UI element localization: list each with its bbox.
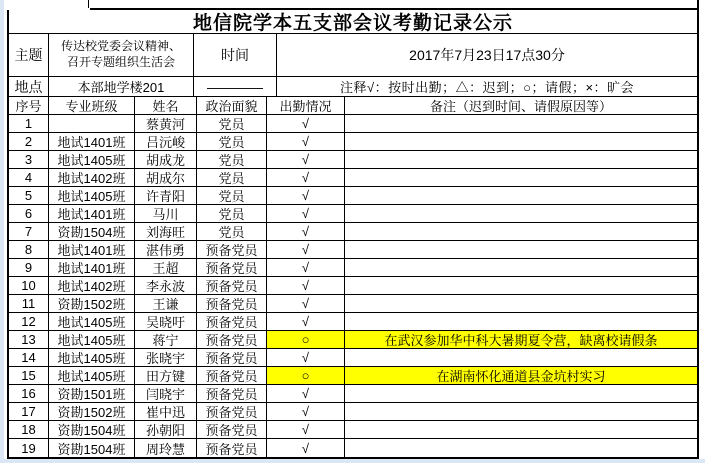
cell-class: 资勘1502班 <box>49 295 135 313</box>
cell-class: 资勘1504班 <box>49 421 135 439</box>
col-header-name: 姓名 <box>135 97 197 115</box>
cell-no: 4 <box>9 169 49 187</box>
cell-politics: 预备党员 <box>197 295 267 313</box>
cell-politics: 党员 <box>197 205 267 223</box>
cell-politics: 党员 <box>197 223 267 241</box>
cell-no: 9 <box>9 259 49 277</box>
cell-name: 周玲慧 <box>135 439 197 457</box>
cell-name: 蒋宁 <box>135 331 197 349</box>
table-body <box>9 115 697 457</box>
cell-politics: 预备党员 <box>197 439 267 457</box>
cell-name: 田方键 <box>135 367 197 385</box>
cell-remark <box>345 223 697 241</box>
cell-attendance: √ <box>267 115 345 133</box>
cell-name: 胡成龙 <box>135 151 197 169</box>
cell-remark <box>345 115 697 133</box>
cell-attendance: √ <box>267 133 345 151</box>
cell-politics: 预备党员 <box>197 313 267 331</box>
meta-row-location-legend <box>9 77 697 97</box>
cell-remark <box>345 349 697 367</box>
cell-attendance: √ <box>267 349 345 367</box>
cell-name: 刘海旺 <box>135 223 197 241</box>
cell-attendance: √ <box>267 295 345 313</box>
cell-politics: 预备党员 <box>197 421 267 439</box>
table-row <box>9 277 697 295</box>
cell-remark <box>345 169 697 187</box>
cell-attendance: ○ <box>267 331 345 349</box>
table-row <box>9 349 697 367</box>
table-row <box>9 331 697 349</box>
table-row <box>9 151 697 169</box>
cell-remark <box>345 259 697 277</box>
col-header-attendance: 出勤情况 <box>267 97 345 115</box>
cell-class: 地试1401班 <box>49 133 135 151</box>
cell-name: 许青阳 <box>135 187 197 205</box>
cell-class: 地试1405班 <box>49 331 135 349</box>
cell-attendance: √ <box>267 151 345 169</box>
table-row <box>9 259 697 277</box>
cell-no: 16 <box>9 385 49 403</box>
table-row <box>9 421 697 439</box>
dashes-placeholder: ———— <box>194 77 277 97</box>
cell-no: 17 <box>9 403 49 421</box>
cell-no: 19 <box>9 439 49 457</box>
cell-attendance: ○ <box>267 367 345 385</box>
cell-politics: 预备党员 <box>197 403 267 421</box>
cell-no: 12 <box>9 313 49 331</box>
cell-name: 王超 <box>135 259 197 277</box>
cell-class: 地试1405班 <box>49 151 135 169</box>
cell-remark <box>345 295 697 313</box>
cell-remark <box>345 313 697 331</box>
cell-attendance: √ <box>267 259 345 277</box>
cell-attendance: √ <box>267 385 345 403</box>
cell-politics: 党员 <box>197 169 267 187</box>
cell-remark <box>345 403 697 421</box>
cell-attendance: √ <box>267 439 345 457</box>
cell-no: 18 <box>9 421 49 439</box>
cell-politics: 预备党员 <box>197 277 267 295</box>
cell-class: 地试1405班 <box>49 313 135 331</box>
table-row <box>9 241 697 259</box>
title-border-gap <box>7 8 90 10</box>
cell-politics: 预备党员 <box>197 385 267 403</box>
cell-remark <box>345 205 697 223</box>
cell-class: 地试1405班 <box>49 187 135 205</box>
table-row <box>9 439 697 457</box>
cell-class: 资勘1501班 <box>49 385 135 403</box>
cell-remark: 在武汉参加华中科大暑期夏令营，缺离校请假条 <box>345 331 697 349</box>
cell-no: 5 <box>9 187 49 205</box>
col-header-remark: 备注（迟到时间、请假原因等） <box>345 97 697 115</box>
time-label: 时间 <box>194 34 277 77</box>
cell-no: 11 <box>9 295 49 313</box>
time-value: 2017年7月23日17点30分 <box>277 34 697 77</box>
window-edge-bottom <box>0 459 705 463</box>
location-label: 地点 <box>9 77 49 97</box>
cell-name: 吕沅峻 <box>135 133 197 151</box>
cell-name: 马川 <box>135 205 197 223</box>
cell-remark <box>345 187 697 205</box>
cell-no: 13 <box>9 331 49 349</box>
table-row <box>9 403 697 421</box>
cell-name: 王谦 <box>135 295 197 313</box>
cell-remark: 在湖南怀化通道县金坑村实习 <box>345 367 697 385</box>
cell-remark <box>345 385 697 403</box>
col-header-no: 序号 <box>9 97 49 115</box>
cell-name: 吴晓吁 <box>135 313 197 331</box>
table-row <box>9 367 697 385</box>
cell-class: 资勘1502班 <box>49 403 135 421</box>
col-header-politics: 政治面貌 <box>197 97 267 115</box>
cell-name: 崔中迅 <box>135 403 197 421</box>
cell-class: 地试1401班 <box>49 205 135 223</box>
column-header-row <box>9 97 697 115</box>
cell-politics: 预备党员 <box>197 331 267 349</box>
table-row <box>9 385 697 403</box>
meta-row-subject-time <box>9 34 697 77</box>
subject-value-text: 传达校党委会议精神、召开专题组织生活会 <box>60 39 181 69</box>
attendance-table <box>7 8 699 459</box>
cell-no: 6 <box>9 205 49 223</box>
cell-politics: 党员 <box>197 187 267 205</box>
cell-class: 地试1405班 <box>49 367 135 385</box>
cell-politics: 党员 <box>197 115 267 133</box>
cell-name: 孙朝阳 <box>135 421 197 439</box>
cell-class: 地试1405班 <box>49 349 135 367</box>
cell-class: 地试1402班 <box>49 169 135 187</box>
cell-no: 2 <box>9 133 49 151</box>
table-row <box>9 133 697 151</box>
subject-label: 主题 <box>9 34 49 77</box>
cell-attendance: √ <box>267 313 345 331</box>
title-row <box>9 10 697 34</box>
table-row <box>9 313 697 331</box>
cell-no: 7 <box>9 223 49 241</box>
cell-attendance: √ <box>267 403 345 421</box>
cell-class: 地试1402班 <box>49 277 135 295</box>
cell-attendance: √ <box>267 223 345 241</box>
cell-attendance: √ <box>267 421 345 439</box>
cell-name: 闫晓宇 <box>135 385 197 403</box>
cell-no: 1 <box>9 115 49 133</box>
cell-politics: 预备党员 <box>197 259 267 277</box>
cell-politics: 预备党员 <box>197 241 267 259</box>
cell-class: 地试1401班 <box>49 241 135 259</box>
cell-politics: 党员 <box>197 151 267 169</box>
table-row <box>9 187 697 205</box>
cell-name: 蔡黄河 <box>135 115 197 133</box>
cell-attendance: √ <box>267 241 345 259</box>
cell-class: 地试1401班 <box>49 259 135 277</box>
subject-value <box>49 34 194 77</box>
cell-attendance: √ <box>267 205 345 223</box>
table-row <box>9 223 697 241</box>
cell-politics: 党员 <box>197 133 267 151</box>
cell-class <box>49 115 135 133</box>
cell-class: 资勘1504班 <box>49 439 135 457</box>
window-edge-left <box>0 0 4 463</box>
cell-name: 湛伟勇 <box>135 241 197 259</box>
cell-attendance: √ <box>267 169 345 187</box>
cell-name: 张晓宇 <box>135 349 197 367</box>
cell-no: 15 <box>9 367 49 385</box>
cell-no: 14 <box>9 349 49 367</box>
table-row <box>9 205 697 223</box>
cell-politics: 预备党员 <box>197 349 267 367</box>
attendance-legend: 注释√：按时出勤；△：迟到；○；请假；×：旷会 <box>277 77 697 97</box>
cell-remark <box>345 421 697 439</box>
cell-class: 资勘1504班 <box>49 223 135 241</box>
cell-remark <box>345 241 697 259</box>
table-row <box>9 169 697 187</box>
table-row <box>9 115 697 133</box>
cell-remark <box>345 439 697 457</box>
cell-name: 李永波 <box>135 277 197 295</box>
location-value: 本部地学楼201 <box>49 77 194 97</box>
cell-no: 8 <box>9 241 49 259</box>
cell-attendance: √ <box>267 187 345 205</box>
cell-remark <box>345 151 697 169</box>
col-header-class: 专业班级 <box>49 97 135 115</box>
cell-no: 3 <box>9 151 49 169</box>
cell-remark <box>345 133 697 151</box>
cell-no: 10 <box>9 277 49 295</box>
cell-name: 胡成尔 <box>135 169 197 187</box>
cell-attendance: √ <box>267 277 345 295</box>
table-row <box>9 295 697 313</box>
cell-remark <box>345 277 697 295</box>
cell-politics: 预备党员 <box>197 367 267 385</box>
page-title: 地信院学本五支部会议考勤记录公示 <box>9 10 697 34</box>
